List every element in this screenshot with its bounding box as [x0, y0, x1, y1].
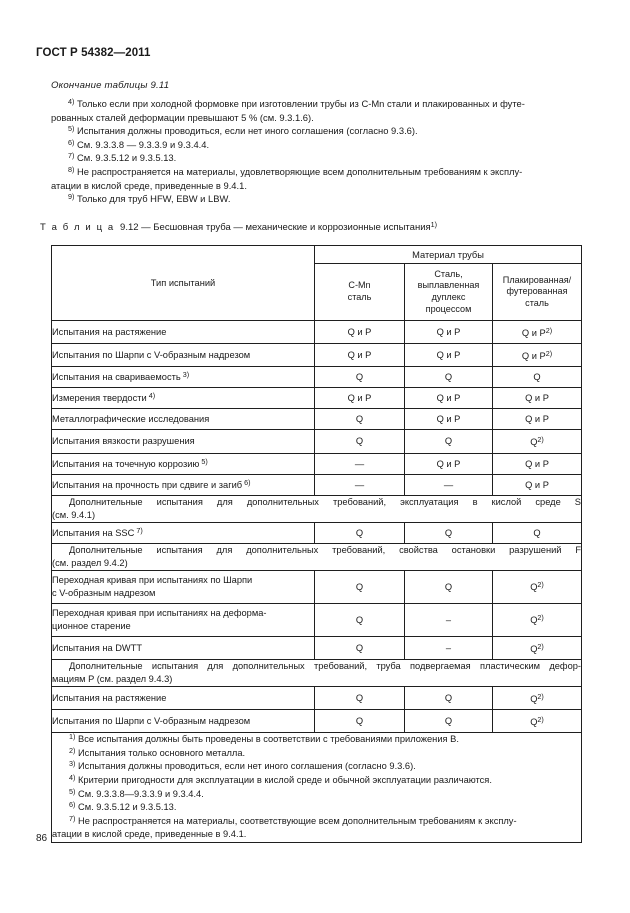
table-cell-label: Испытания на прочность при сдвиге и загиб $^{6)}$ [52, 474, 315, 495]
table-cell-value: $Q^{2)}$ [493, 430, 582, 453]
section-heading-line: (см. раздел 9.4.2) [52, 557, 128, 568]
cell-footnote-marker: 2) [537, 580, 544, 590]
table-head-row-1 [52, 246, 582, 264]
table-cell-label: Испытания на растяжение [52, 686, 315, 709]
table-cell-label [52, 570, 315, 603]
table-9-12-wrapper [51, 245, 581, 843]
table-footnote: $^{2)}$ Испытания только основного металла. [69, 745, 246, 758]
table-footnotes [52, 733, 582, 843]
footnote-marker: 4) [69, 772, 76, 782]
header-col-duplex-steel [405, 264, 493, 321]
table-cell-value: Q и P [405, 453, 493, 474]
header-col-line: Сталь, [434, 268, 463, 279]
table-footnotes-row [52, 733, 582, 843]
table-cell-value: Q и P [315, 344, 405, 367]
table-row [52, 495, 582, 522]
top-footnote: $^{6)}$ См. 9.3.3.8 — 9.3.3.9 и 9.3.4.4. [68, 137, 210, 150]
table-caption [40, 219, 438, 233]
table-cell-value: Q и P [405, 344, 493, 367]
footnote-marker: 7) [68, 151, 75, 161]
header-col-line: C-Mn [348, 280, 371, 291]
table-section-heading [52, 495, 582, 522]
table-cell-label [52, 603, 315, 636]
section-heading-line: Дополнительные испытания для дополнительных требований, свойства остановки разрушений F [69, 544, 582, 555]
header-col-line: футерованная [506, 286, 568, 297]
header-col-line: выплавленная [417, 280, 480, 291]
header-pipe-material: Материал трубы [315, 246, 582, 264]
table-continuation-caption: Окончание таблицы 9.11 [51, 80, 170, 91]
label-footnote-marker: 3) [180, 370, 190, 380]
label-line: ционное старение [52, 620, 131, 631]
label-line: Переходная кривая при испытаниях на деформа- [52, 607, 267, 618]
section-heading-line: (см. 9.4.1) [52, 509, 96, 520]
table-row [52, 344, 582, 367]
table-cell-value: Q [315, 603, 405, 636]
table-caption-prefix: Т а б л и ц а [40, 222, 115, 233]
label-footnote-marker: 6) [242, 477, 251, 487]
table-row [52, 367, 582, 388]
header-col-line: Плакированная/ [502, 274, 572, 285]
table-footnote: $^{6)}$ См. 9.3.5.12 и 9.3.5.13. [69, 799, 177, 813]
table-cell-value: Q и P [493, 453, 582, 474]
footnote-marker: 5) [68, 124, 75, 133]
table-cell-label: Испытания вязкости разрушения [52, 430, 315, 453]
table-cell-value: $Q^{2)}$ [493, 686, 582, 709]
table-cell-value: Q [493, 522, 582, 543]
footnote-marker: 1) [69, 731, 76, 741]
table-cell-value: Q и $P^{2)}$ [493, 321, 582, 344]
cell-footnote-marker: 2) [537, 714, 544, 724]
table-cell-label: Испытания по Шарпи с V-образным надрезом [52, 709, 315, 732]
table-row [52, 659, 582, 686]
table-cell-value: Q и P [493, 388, 582, 409]
table-cell-value: Q [315, 522, 405, 543]
section-heading-line: мациям P (см. раздел 9.4.3) [52, 673, 173, 684]
top-footnote-continuation: рованных сталей деформации превышают 5 % (см. 9.3.1.6). [51, 111, 314, 123]
table-footnote: $^{7)}$ Не распространяется на материалы, соответствующие всем дополнительным требованиям к эксплу- [69, 813, 517, 826]
footnote-marker: 4) [68, 96, 75, 106]
cell-footnote-marker: 2) [537, 691, 544, 701]
header-col-line: сталь [525, 297, 549, 308]
table-section-heading [52, 659, 582, 686]
table-cell-value: Q и P [315, 321, 405, 344]
table-cell-value: $Q^{2)}$ [493, 603, 582, 636]
table-cell-label: Испытания на точечную коррозию $^{5)}$ [52, 453, 315, 474]
table-row [52, 474, 582, 495]
table-footnote: $^{1)}$ Все испытания должны быть проведены в соответствии с требованиями приложения B. [69, 731, 459, 745]
table-cell-value: – [405, 603, 493, 636]
table-cell-label: Испытания на SSC $^{7)}$ [52, 522, 315, 543]
table-caption-number: 9.12 [120, 222, 139, 233]
top-footnote: $^{4)}$ Только если при холодной формовке при изготовлении трубы из C-Mn стали и плакированных и футе- [68, 96, 525, 109]
table-cell-value: Q [315, 709, 405, 732]
table-cell-value: Q и P [405, 321, 493, 344]
table-cell-value: Q [315, 367, 405, 388]
table-row [52, 709, 582, 732]
table-cell-label: Измерения твердости $^{4)}$ [52, 388, 315, 409]
table-row [52, 321, 582, 344]
footnote-marker: 3) [69, 759, 76, 769]
footnote-marker: 7) [69, 813, 76, 823]
cell-footnote-marker: 2) [537, 613, 544, 623]
label-line: Переходная кривая при испытаниях по Шарпи [52, 574, 253, 585]
section-heading-line: Дополнительные испытания для дополнительных требований, труба подвергаемая пластическим дефор- [69, 660, 582, 671]
table-cell-value: Q [315, 570, 405, 603]
table-head [52, 246, 582, 321]
table-cell-value: Q [405, 570, 493, 603]
header-col-clad-lined-steel [493, 264, 582, 321]
table-cell-value: Q и P [493, 474, 582, 495]
top-footnote: $^{9)}$ Только для труб HFW, EBW и LBW. [68, 191, 231, 205]
table-row [52, 636, 582, 659]
table-footnote: $^{5)}$ См. 9.3.3.8—9.3.3.9 и 9.3.4.4. [69, 786, 204, 799]
top-footnote-continuation: атации в кислой среде, приведенные в 9.4.1. [51, 179, 247, 191]
table-section-heading [52, 543, 582, 570]
table-row [52, 686, 582, 709]
footnote-marker: 6) [69, 799, 76, 809]
table-row [52, 430, 582, 453]
table-row [52, 522, 582, 543]
header-col-line: процессом [425, 303, 472, 314]
header-col-line: сталь [347, 292, 372, 302]
label-footnote-marker: 7) [134, 525, 143, 535]
table-cell-label: Металлографические исследования [52, 409, 315, 430]
page-number: 86 [36, 833, 48, 844]
table-cell-label: Испытания на DWTT [52, 636, 315, 659]
table-cell-label: Испытания по Шарпи с V-образным надрезом [52, 344, 315, 367]
table-cell-value: Q [405, 522, 493, 543]
table-9-12 [51, 245, 582, 843]
table-cell-value: Q [405, 430, 493, 453]
table-cell-value: Q [493, 367, 582, 388]
table-footnote-continuation: атации в кислой среде, приведенные в 9.4.1. [52, 829, 247, 840]
table-cell-value: — [405, 474, 493, 495]
table-cell-value: Q и P [493, 409, 582, 430]
table-cell-label: Испытания на растяжение [52, 321, 315, 344]
table-cell-value: Q [405, 686, 493, 709]
footnote-marker: 2) [69, 745, 76, 755]
header-type-of-tests: Тип испытаний [52, 246, 315, 321]
table-cell-value: Q и P [315, 388, 405, 409]
table-footnote: $^{3)}$ Испытания должны проводиться, если нет иного соглашения (согласно 9.3.6). [69, 759, 416, 772]
label-footnote-marker: 5) [199, 456, 208, 466]
table-cell-value: Q [405, 709, 493, 732]
table-caption-sup: 1) [430, 219, 438, 229]
table-cell-value: Q [405, 367, 493, 388]
top-footnote: $^{7)}$ См. 9.3.5.12 и 9.3.5.13. [68, 151, 177, 164]
table-cell-value: — [315, 474, 405, 495]
table-cell-value: Q [315, 686, 405, 709]
table-cell-value: Q [315, 636, 405, 659]
top-footnotes [51, 97, 581, 206]
table-row [52, 409, 582, 430]
cell-footnote-marker: 2) [545, 349, 553, 359]
table-cell-value: Q и P [405, 409, 493, 430]
table-row [52, 388, 582, 409]
table-footnote: $^{4)}$ Критерии пригодности для эксплуатации в кислой среде и обычной эксплуатации различаются. [69, 772, 492, 785]
table-cell-value: Q [315, 430, 405, 453]
table-foot [52, 733, 582, 843]
table-cell-value: $Q^{2)}$ [493, 709, 582, 732]
table-body [52, 321, 582, 733]
header-col-cmn-steel [315, 264, 405, 321]
table-cell-value: Q [315, 409, 405, 430]
footnote-marker: 9) [68, 191, 75, 201]
table-row [52, 543, 582, 570]
top-footnote: $^{8)}$ Не распространяется на материалы, удовлетворяющие всем дополнительным требованиям к эксплу- [68, 164, 523, 177]
table-row [52, 570, 582, 603]
standard-title: ГОСТ Р 54382—2011 [36, 47, 151, 59]
table-row [52, 603, 582, 636]
table-cell-value: Q и P [405, 388, 493, 409]
section-heading-line: Дополнительные испытания для дополнительных требований, эксплуатация в кислой среде S [69, 496, 582, 507]
table-cell-value: – [405, 636, 493, 659]
cell-footnote-marker: 2) [537, 435, 544, 445]
footnote-marker: 5) [69, 786, 76, 796]
cell-footnote-marker: 2) [545, 326, 553, 335]
header-col-line: дуплекс [431, 292, 466, 302]
label-footnote-marker: 4) [146, 391, 156, 401]
label-line: с V-образным надрезом [52, 587, 156, 598]
table-cell-value: — [315, 453, 405, 474]
footnote-marker: 6) [68, 137, 75, 147]
table-cell-value: $Q^{2)}$ [493, 570, 582, 603]
table-cell-value: $Q^{2)}$ [493, 636, 582, 659]
table-row [52, 453, 582, 474]
cell-footnote-marker: 2) [537, 641, 544, 651]
top-footnote: $^{5)}$ Испытания должны проводиться, если нет иного соглашения (согласно 9.3.6). [68, 124, 418, 137]
footnote-marker: 8) [68, 164, 75, 174]
table-caption-text: — Бесшовная труба — механические и коррозионные испытания [141, 222, 431, 233]
table-cell-label: Испытания на свариваемость $^{3)}$ [52, 367, 315, 388]
table-cell-value: Q и $P^{2)}$ [493, 344, 582, 367]
